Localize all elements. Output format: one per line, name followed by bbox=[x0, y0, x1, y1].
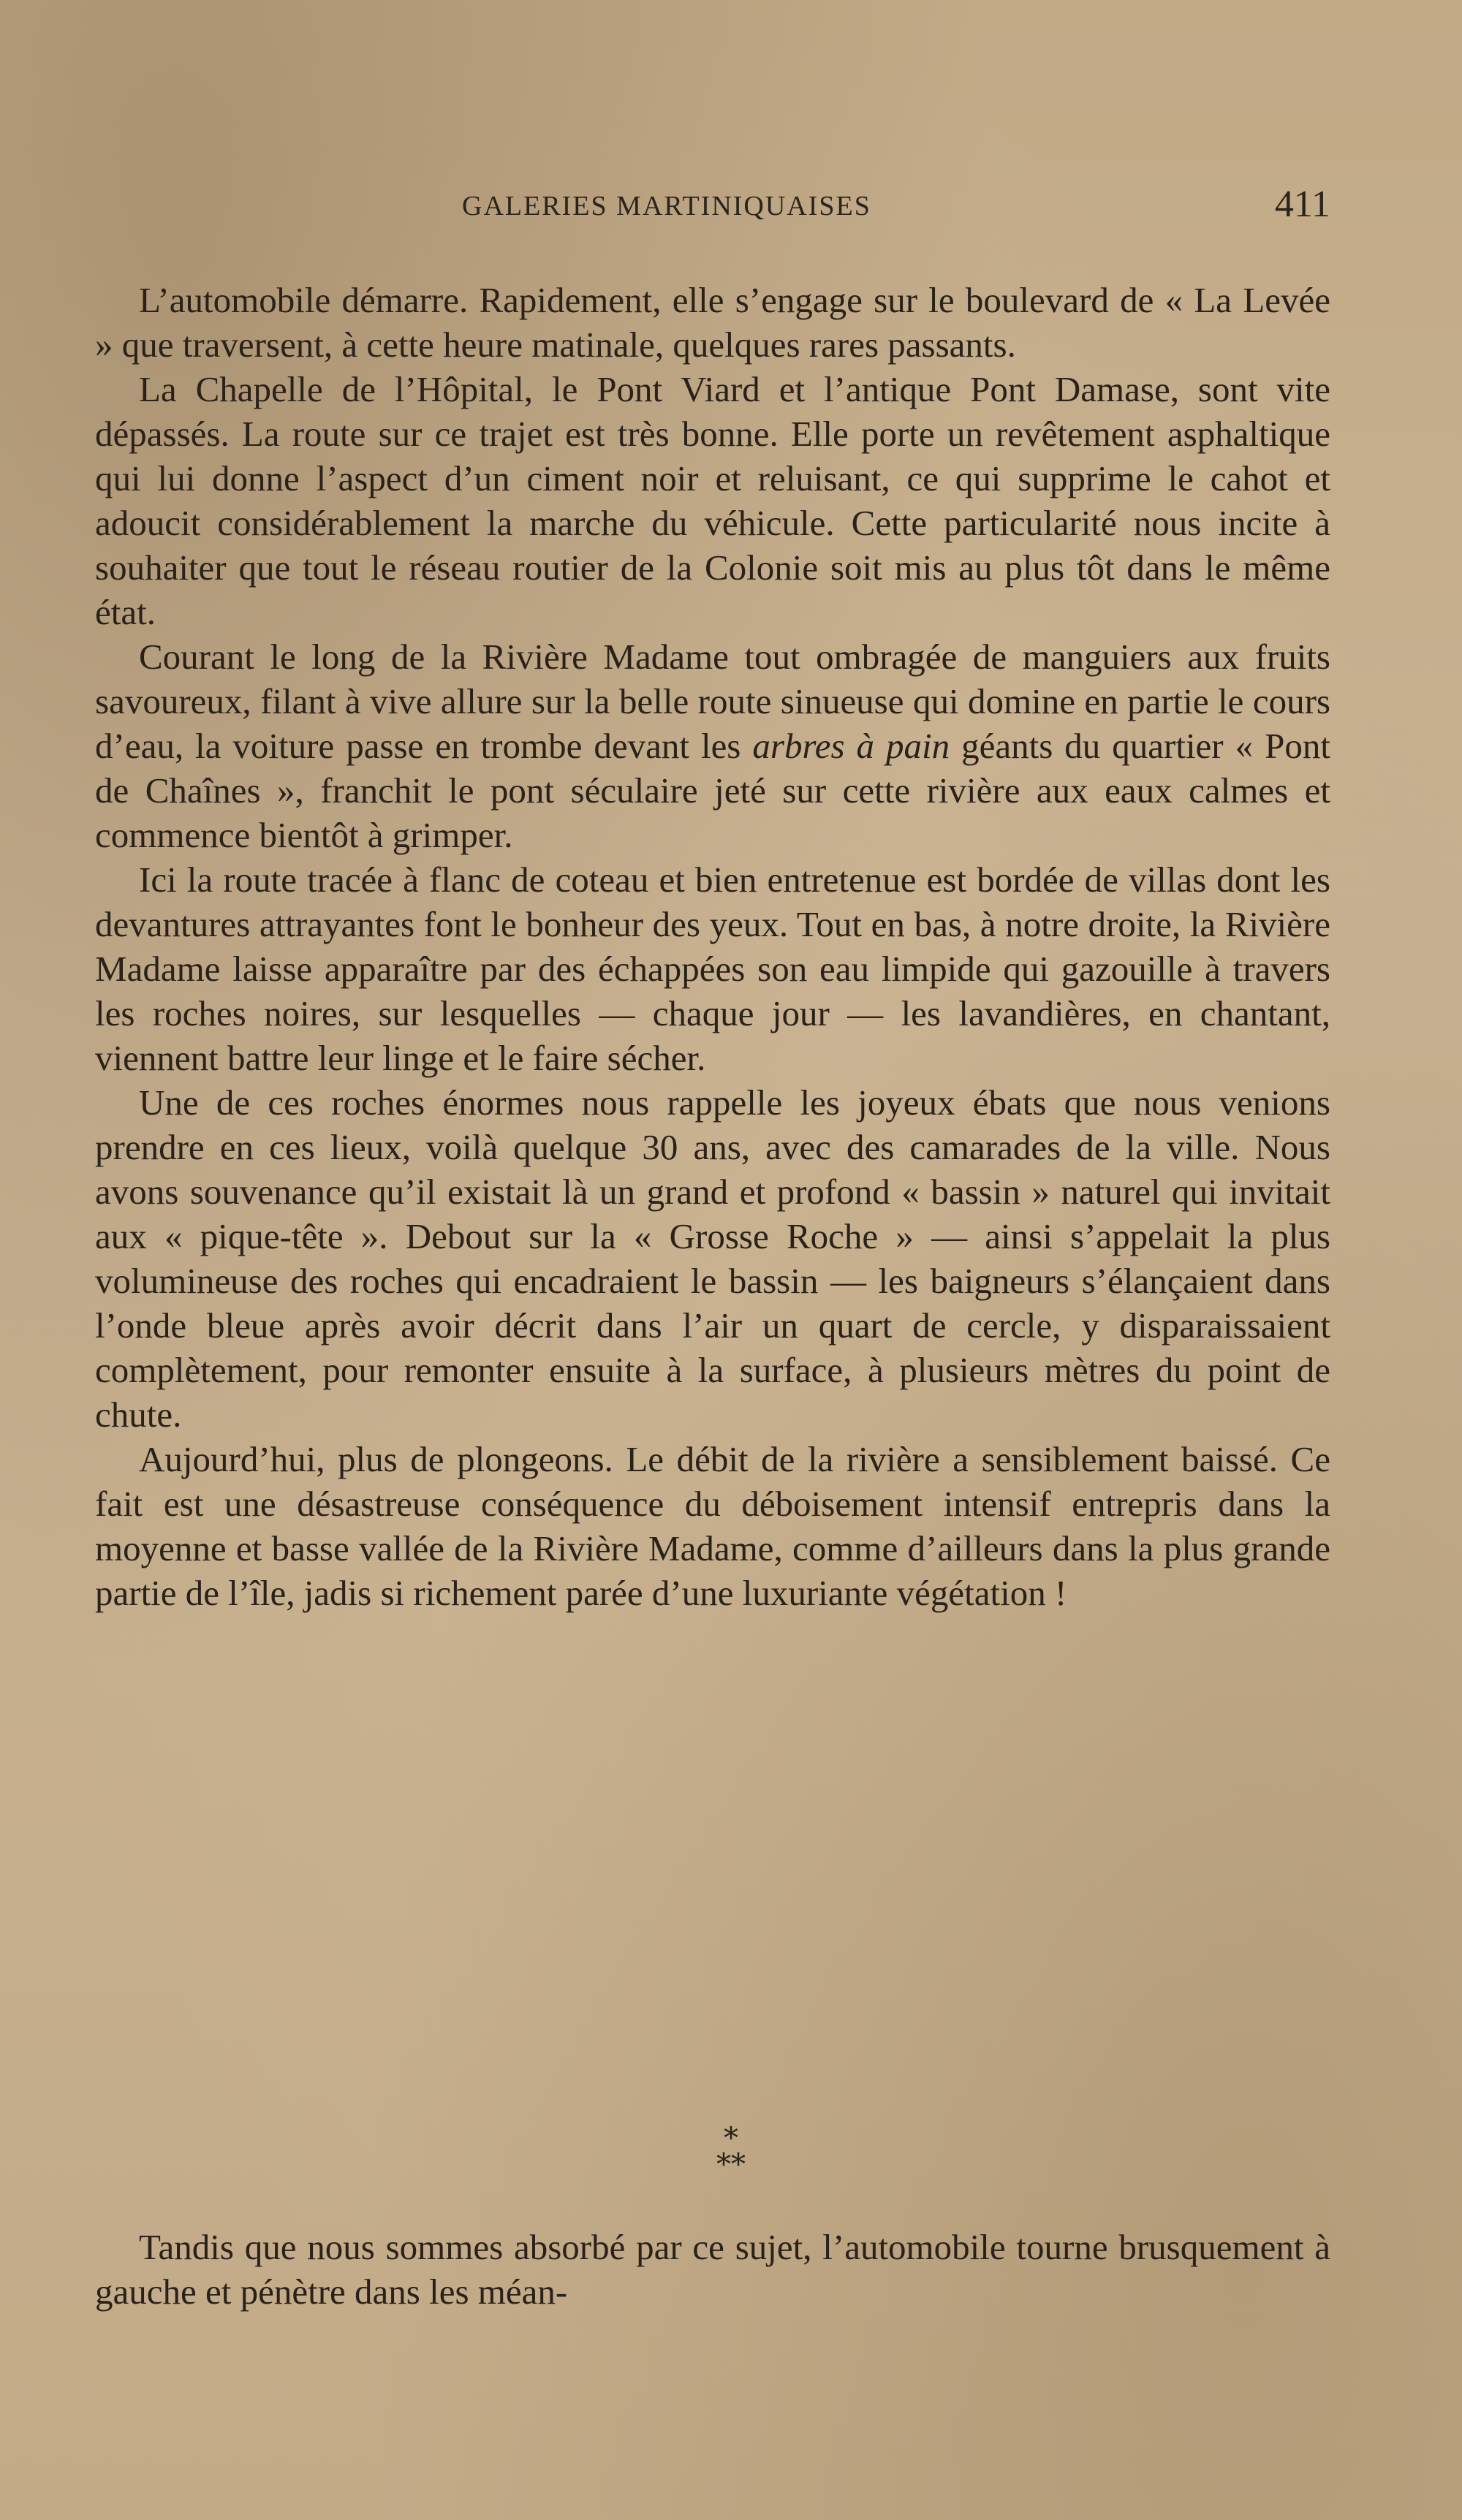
section-separator bbox=[0, 2122, 1462, 2191]
asterism-bottom: ** bbox=[716, 2148, 746, 2182]
page-header bbox=[95, 183, 1330, 234]
paragraph-6: Aujourd’hui, plus de plongeons. Le débit de la rivière a sensiblement baissé. Ce fait est une désastreuse conséquence du déboisement intensif entrepris dans la moyenne et basse vallée de la Rivière Madame, comme d’ailleurs dans la plus grande partie de l’île, jadis si richement parée d’une luxuriante végétation ! bbox=[95, 1439, 1330, 1613]
paragraph-3-text-before: Courant le long de la Rivière Madame tout ombragée de manguiers aux fruits savoureux, filant à vive allure sur la belle route sinueuse qui domine en partie le cours d’eau, la voiture passe en trombe devant les bbox=[95, 637, 1330, 766]
paragraph-2: La Chapelle de l’Hôpital, le Pont Viard et l’antique Pont Damase, sont vite dépassés. La route sur ce trajet est très bonne. Elle porte un revêtement asphaltique qui lui donne l’aspect d’un ciment noir et reluisant, ce qui supprime le cahot et adoucit considérablement la marche du véhicule. Cette particularité nous incite à souhaiter que tout le réseau routier de la Colonie soit mis au plus tôt dans le même état. bbox=[95, 369, 1330, 632]
paragraph-3 bbox=[95, 634, 1330, 857]
running-title: GALERIES MARTINIQUAISES bbox=[462, 191, 871, 221]
closing-paragraph: Tandis que nous sommes absorbé par ce sujet, l’automobile tourne brusquement à gauche et pénètre dans les méan- bbox=[95, 2227, 1330, 2312]
paragraph-5: Une de ces roches énormes nous rappelle les joyeux ébats que nous venions prendre en ces lieux, voilà quelque 30 ans, avec des camarades de la ville. Nous avons souvenance qu’il existait là un grand et profond « bassin » naturel qui invitait aux « pique-tête ». Debout sur la « Grosse Roche » — ainsi s’appelait la plus volumineuse des roches qui encadraient le bassin — les baigneurs s’élançaient dans l’onde bleue après avoir décrit dans l’air un quart de cercle, y disparaissaient complètement, pour remonter ensuite à la surface, à plusieurs mètres du point de chute. bbox=[95, 1082, 1330, 1435]
paragraph-1: L’automobile démarre. Rapidement, elle s’engage sur le boulevard de « La Levée » que traversent, à cette heure matinale, quelques rares passants. bbox=[95, 280, 1330, 365]
paragraph-4: Ici la route tracée à flanc de coteau et bien entretenue est bordée de villas dont les devantures attrayantes font le bonheur des yeux. Tout en bas, à notre droite, la Rivière Madame laisse apparaître par des échappées son eau limpide qui gazouille à travers les roches noires, sur lesquelles — chaque jour — les lavandières, en chantant, viennent battre leur linge et le faire sécher. bbox=[95, 859, 1330, 1078]
body-text-continued bbox=[95, 2225, 1330, 2314]
body-text bbox=[95, 278, 1330, 1615]
asterism-top: * bbox=[724, 2122, 738, 2155]
page-number: 411 bbox=[1274, 183, 1330, 225]
paragraph-3-text-after: géants du quartier « Pont de Chaînes », franchit le pont séculaire jeté sur cette rivière aux eaux calmes et commence bientôt à grimper. bbox=[95, 726, 1330, 855]
italic-phrase: arbres à pain bbox=[752, 726, 950, 766]
